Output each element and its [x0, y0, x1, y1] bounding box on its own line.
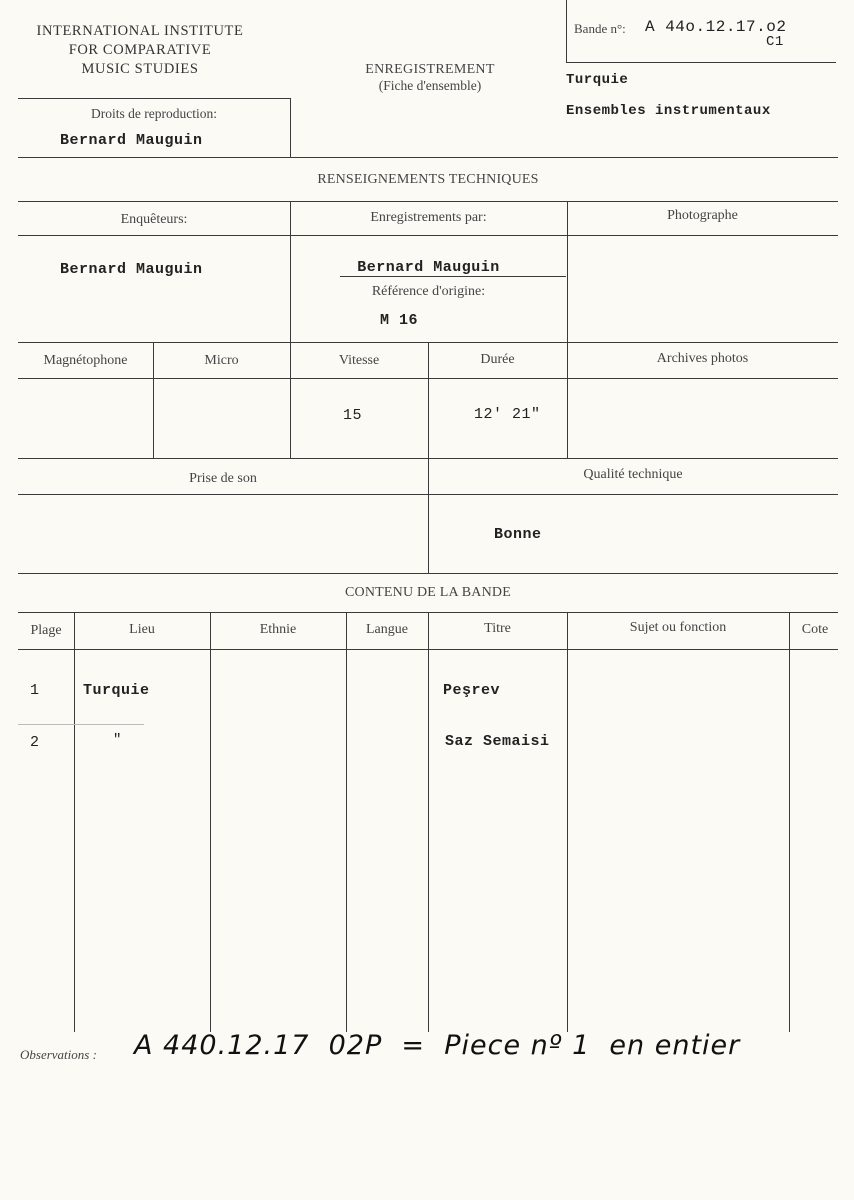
archives-label: Archives photos: [656, 351, 749, 366]
observations-label: Observations :: [20, 1047, 97, 1062]
row-2-plage: 2: [30, 734, 40, 751]
form-title: ENREGISTREMENT: [365, 62, 495, 77]
institute-line-3: MUSIC STUDIES: [81, 61, 199, 77]
qualite-label: Qualité technique: [583, 467, 683, 482]
col-sujet: Sujet ou fonction: [629, 620, 727, 635]
section-renseignements: RENSEIGNEMENTS TECHNIQUES: [317, 172, 539, 187]
row-1-lieu: Turquie: [83, 682, 150, 699]
genre: Ensembles instrumentaux: [566, 103, 771, 119]
observations-value: A 440.12.17 02P = Piece nº 1 en entier: [134, 1030, 741, 1061]
section-contenu: CONTENU DE LA BANDE: [345, 585, 511, 600]
bande-code: C1: [766, 34, 784, 50]
row-2-titre: Saz Semaisi: [445, 733, 550, 750]
col-langue: Langue: [366, 622, 408, 637]
prise-label: Prise de son: [189, 471, 257, 486]
institute-line-1: INTERNATIONAL INSTITUTE: [36, 23, 244, 39]
reference-label: Référence d'origine:: [371, 284, 486, 299]
col-lieu: Lieu: [129, 622, 155, 637]
enqueteurs-value: Bernard Mauguin: [60, 261, 203, 278]
magnetophone-label: Magnétophone: [43, 353, 128, 368]
photographe-label: Photographe: [667, 208, 738, 223]
droits-value: Bernard Mauguin: [60, 132, 203, 149]
col-titre: Titre: [484, 621, 511, 636]
vitesse-label: Vitesse: [338, 353, 380, 368]
row-1-titre: Peşrev: [443, 682, 501, 699]
country: Turquie: [566, 72, 629, 88]
micro-label: Micro: [204, 353, 239, 368]
duree-label: Durée: [480, 352, 515, 367]
form-title-block: [320, 62, 540, 94]
row-1-plage: 1: [30, 682, 40, 699]
institute-line-2: FOR COMPARATIVE: [68, 42, 212, 58]
bande-label: Bande n°:: [574, 21, 626, 36]
enqueteurs-label: Enquêteurs:: [120, 212, 188, 227]
qualite-value: Bonne: [494, 526, 542, 543]
form-subtitle: (Fiche d'ensemble): [378, 78, 482, 93]
institute-name: [14, 22, 266, 79]
droits-label: Droits de reproduction:: [91, 106, 217, 121]
reference-value: M 16: [380, 312, 419, 329]
row-2-lieu: ": [113, 732, 122, 748]
col-plage: Plage: [30, 623, 62, 638]
duree-value: 12' 21": [474, 406, 541, 423]
vitesse-value: 15: [343, 407, 363, 424]
enregistrements-value: Bernard Mauguin: [357, 259, 500, 276]
col-ethnie: Ethnie: [259, 622, 297, 637]
enregistrements-label: Enregistrements par:: [370, 210, 487, 225]
col-cote: Cote: [801, 622, 829, 637]
bande-number: A 44o.12.17.o2: [645, 18, 787, 36]
